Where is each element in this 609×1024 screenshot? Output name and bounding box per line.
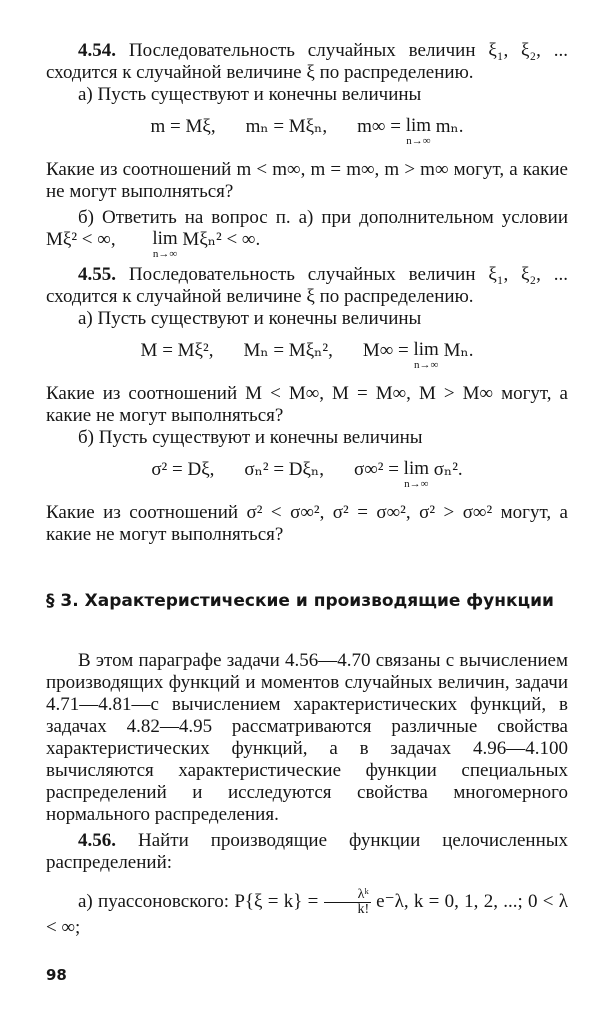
formula-term: σ² = Dξ, xyxy=(151,459,215,480)
formula-second-moments xyxy=(46,340,568,371)
section-intro: В этом параграфе задачи 4.56—4.70 связаны с вычислением производящих функций и моментов случайных величин, задачи 4.71—4.81—с вычислением характеристических функций, в задачах 4.82—4.95 рассматриваются различные свойства характеристических функций, а в задачах 4.96—4.100 вычисляются характеристические функции специальных распределений и исследуются свойства многомерного нормального распределения. xyxy=(46,650,568,825)
formula-term: Mₙ = Mξₙ², xyxy=(243,340,333,361)
problem-number: 4.55. xyxy=(78,264,116,285)
formula-variances xyxy=(46,459,568,490)
problem-number: 4.56. xyxy=(78,830,116,851)
fraction: $\frac{\text{λᵏ}}{k!}$ xyxy=(324,888,371,917)
problem-text: Последовательность случайных величин ξ₁, ξ₂, ... сходится к случайной величине ξ по распределению. xyxy=(46,264,569,307)
formula-term: σₙ² = Dξₙ, xyxy=(244,459,324,480)
problem-4-55-b: б) Пусть существуют и конечны величины xyxy=(78,427,423,448)
problem-4-55-intro xyxy=(46,264,568,308)
formula-term: m = Mξ, xyxy=(150,116,216,137)
problem-4-54-question: Какие из соотношений m < m∞, m = m∞, m > m∞ могут, а какие не могут выполняться? xyxy=(46,159,568,202)
formula-term: mₙ = Mξₙ, xyxy=(245,116,328,137)
problem-number: 4.54. xyxy=(78,40,116,61)
problem-4-55-question-2: Какие из соотношений σ² < σ∞², σ² = σ∞², σ² > σ∞² могут, а какие не могут выполняться? xyxy=(46,502,568,545)
problem-4-56-a: а) пуассоновского: P{ξ = k} = $\frac{\text{λᵏ}}{k!}$ e⁻λ, k = 0, 1, 2, ...; 0 < λ < ∞; xyxy=(46,887,568,938)
section-heading: § 3. Характеристические и производящие функции xyxy=(46,591,554,611)
problem-4-54-b: б) Ответить на вопрос п. а) при дополнительном условии Mξ² < ∞, lim n→∞ Mξₙ² < ∞. xyxy=(46,207,568,260)
problem-text: Найти производящие функции целочисленных распределений: xyxy=(46,830,568,873)
problem-4-55-a: а) Пусть существуют и конечны величины xyxy=(78,308,422,329)
formula-limit: σ∞² = lim n→∞ σₙ². xyxy=(353,458,463,490)
formula-limit: M∞ = lim n→∞ Mₙ. xyxy=(362,339,474,371)
formula-term: M = Mξ², xyxy=(140,340,214,361)
problem-4-54-intro xyxy=(46,40,568,84)
problem-4-56 xyxy=(46,830,568,874)
formula-limit: m∞ = lim n→∞ mₙ. xyxy=(357,115,464,147)
page-number: 98 xyxy=(46,966,67,984)
problem-text: Последовательность случайных величин ξ₁, ξ₂, ... сходится к случайной величине ξ по распределению. xyxy=(46,40,569,83)
problem-4-55-question: Какие из соотношений M < M∞, M = M∞, M > M∞ могут, а какие не могут выполняться? xyxy=(46,383,568,426)
page-content xyxy=(46,40,568,939)
formula-means xyxy=(46,116,568,147)
problem-4-54-a: а) Пусть существуют и конечны величины xyxy=(78,84,422,105)
